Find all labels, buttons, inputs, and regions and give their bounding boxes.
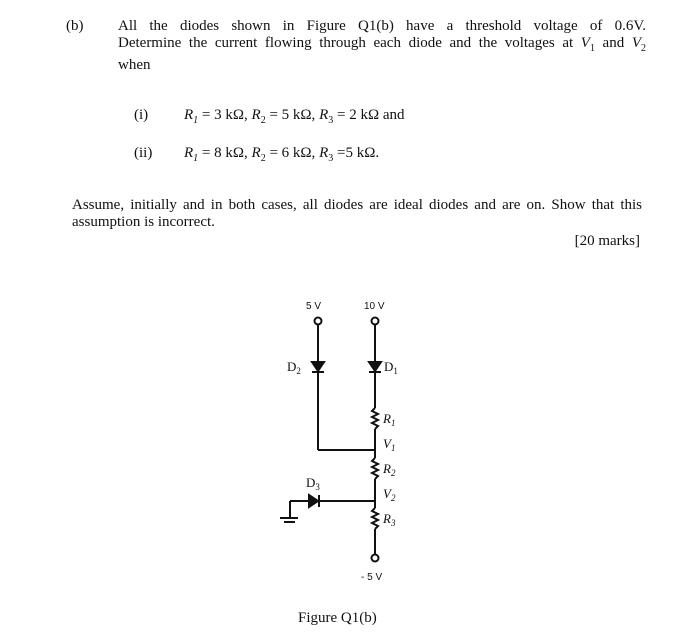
diode-d1 (369, 362, 381, 372)
terminal-10v (372, 318, 379, 325)
resistor-r3 (372, 508, 378, 529)
label-v1: $V_1$ (383, 436, 396, 453)
resistor-r1 (372, 408, 378, 429)
intro-line-3: when (118, 57, 151, 73)
case-i-number: (i) (134, 107, 149, 123)
resistor-r2 (372, 458, 378, 479)
marks-label: [20 marks] (574, 233, 640, 249)
figure-caption: Figure Q1(b) (298, 610, 377, 626)
terminal-neg5v (372, 555, 379, 562)
label-5v: 5 V (306, 301, 322, 312)
label-r3: $R_3$ (383, 511, 396, 528)
assumption-text: Assume, initially and in both cases, all diodes are ideal diodes and are on. Show that this assumption is incorrect. (72, 197, 642, 230)
case-i-text: $R_1 = 3$ kΩ, $R_2 = 5$ kΩ, $R_3 = 2$ kΩ and (184, 107, 405, 126)
label-r2: $R_2$ (383, 461, 396, 478)
intro-line-1: All the diodes shown in Figure Q1(b) have a threshold voltage of 0.6V. (118, 18, 646, 34)
case-ii-text: $R_1 = 8$ kΩ, $R_2 = 6$ kΩ, $R_3 =5$ kΩ. (184, 145, 380, 164)
label-10v: 10 V (364, 301, 385, 312)
label-v2: $V_2$ (383, 486, 396, 503)
diode-d2 (312, 362, 324, 372)
terminal-5v (315, 318, 322, 325)
label-d1: $D_1$ (384, 359, 398, 376)
diode-d3 (309, 495, 319, 507)
label-d2: $D_2$ (287, 359, 301, 376)
case-ii-number: (ii) (134, 145, 153, 161)
label-d3: $D_3$ (306, 475, 320, 492)
question-part-label: (b) (66, 18, 84, 34)
intro-line-2: Determine the current flowing through each diode and the voltages at $V_1$ and $V_2$ (118, 35, 646, 54)
label-neg5v: - 5 V (361, 572, 383, 583)
label-r1: $R_1$ (383, 411, 396, 428)
